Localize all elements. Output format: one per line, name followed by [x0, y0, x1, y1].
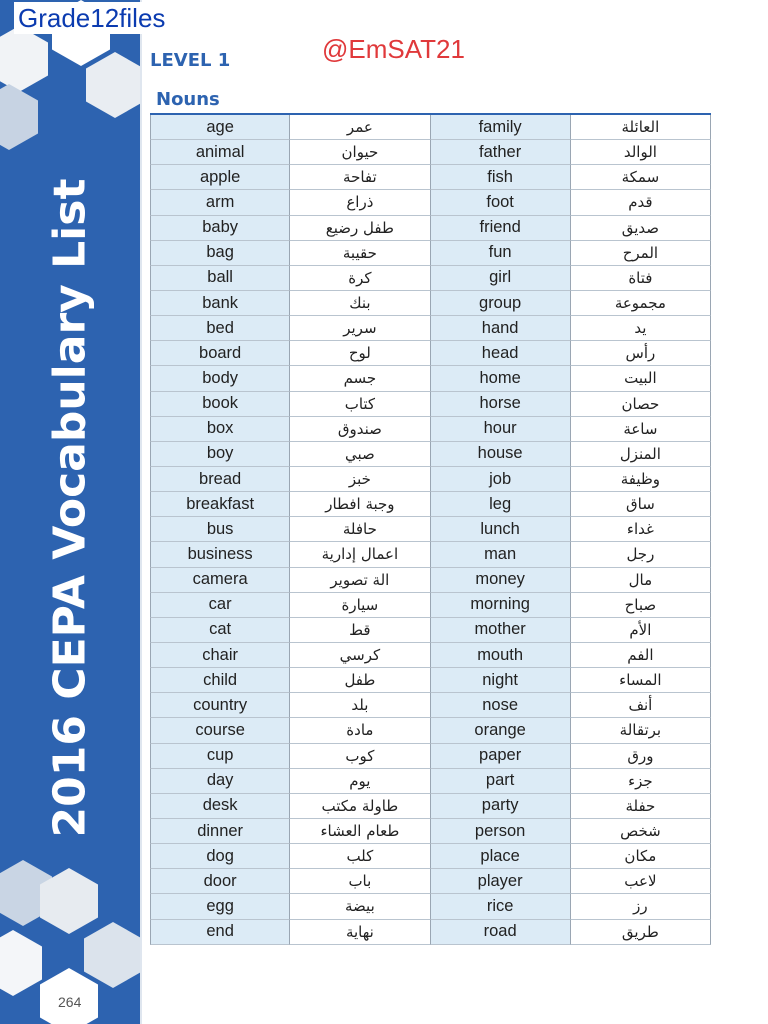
- table-row: [150, 216, 711, 241]
- english-word-cell: person: [431, 819, 571, 844]
- english-word-cell: apple: [150, 165, 290, 190]
- social-handle: @EmSAT21: [322, 34, 465, 64]
- table-row: [150, 920, 711, 945]
- arabic-translation-cell: جسم: [290, 366, 430, 391]
- english-word-cell: breakfast: [150, 492, 290, 517]
- arabic-translation-cell: الة تصوير: [290, 568, 430, 593]
- arabic-translation-cell: غداء: [571, 517, 711, 542]
- english-word-cell: child: [150, 668, 290, 693]
- english-word-cell: father: [431, 140, 571, 165]
- table-row: [150, 693, 711, 718]
- arabic-translation-cell: لاعب: [571, 869, 711, 894]
- english-word-cell: nose: [431, 693, 571, 718]
- english-word-cell: day: [150, 769, 290, 794]
- english-word-cell: job: [431, 467, 571, 492]
- arabic-translation-cell: خبز: [290, 467, 430, 492]
- english-word-cell: body: [150, 366, 290, 391]
- english-word-cell: board: [150, 341, 290, 366]
- arabic-translation-cell: بيضة: [290, 894, 430, 919]
- english-word-cell: family: [431, 115, 571, 140]
- table-row: [150, 517, 711, 542]
- arabic-translation-cell: فتاة: [571, 266, 711, 291]
- english-word-cell: bank: [150, 291, 290, 316]
- english-word-cell: part: [431, 769, 571, 794]
- english-word-cell: head: [431, 341, 571, 366]
- arabic-translation-cell: الأم: [571, 618, 711, 643]
- english-word-cell: place: [431, 844, 571, 869]
- watermark-text: Grade12files: [14, 2, 169, 34]
- vocabulary-table: [150, 115, 711, 945]
- english-word-cell: animal: [150, 140, 290, 165]
- table-row: [150, 668, 711, 693]
- english-word-cell: paper: [431, 744, 571, 769]
- hexagon-decoration: [0, 84, 38, 150]
- table-row: [150, 190, 711, 215]
- arabic-translation-cell: طريق: [571, 920, 711, 945]
- arabic-translation-cell: حيوان: [290, 140, 430, 165]
- arabic-translation-cell: سرير: [290, 316, 430, 341]
- english-word-cell: horse: [431, 392, 571, 417]
- table-row: [150, 593, 711, 618]
- vertical-title: 2016 CEPA Vocabulary List: [44, 178, 96, 838]
- english-word-cell: mouth: [431, 643, 571, 668]
- english-word-cell: dog: [150, 844, 290, 869]
- english-word-cell: dinner: [150, 819, 290, 844]
- arabic-translation-cell: المنزل: [571, 442, 711, 467]
- english-word-cell: ball: [150, 266, 290, 291]
- table-row: [150, 618, 711, 643]
- english-word-cell: baby: [150, 216, 290, 241]
- arabic-translation-cell: اعمال إدارية: [290, 542, 430, 567]
- arabic-translation-cell: كوب: [290, 744, 430, 769]
- english-word-cell: rice: [431, 894, 571, 919]
- english-word-cell: age: [150, 115, 290, 140]
- arabic-translation-cell: مادة: [290, 718, 430, 743]
- arabic-translation-cell: جزء: [571, 769, 711, 794]
- hexagon-decoration: [86, 52, 140, 118]
- arabic-translation-cell: تفاحة: [290, 165, 430, 190]
- table-row: [150, 241, 711, 266]
- english-word-cell: egg: [150, 894, 290, 919]
- arabic-translation-cell: برتقالة: [571, 718, 711, 743]
- arabic-translation-cell: كتاب: [290, 392, 430, 417]
- english-word-cell: arm: [150, 190, 290, 215]
- arabic-translation-cell: ساق: [571, 492, 711, 517]
- english-word-cell: orange: [431, 718, 571, 743]
- english-word-cell: player: [431, 869, 571, 894]
- arabic-translation-cell: طاولة مكتب: [290, 794, 430, 819]
- sidebar: [0, 0, 140, 1024]
- table-row: [150, 417, 711, 442]
- english-word-cell: chair: [150, 643, 290, 668]
- arabic-translation-cell: ورق: [571, 744, 711, 769]
- english-word-cell: box: [150, 417, 290, 442]
- arabic-translation-cell: البيت: [571, 366, 711, 391]
- arabic-translation-cell: كلب: [290, 844, 430, 869]
- arabic-translation-cell: قط: [290, 618, 430, 643]
- arabic-translation-cell: حافلة: [290, 517, 430, 542]
- english-word-cell: bed: [150, 316, 290, 341]
- table-row: [150, 844, 711, 869]
- arabic-translation-cell: يوم: [290, 769, 430, 794]
- arabic-translation-cell: صندوق: [290, 417, 430, 442]
- table-row: [150, 744, 711, 769]
- arabic-translation-cell: مال: [571, 568, 711, 593]
- english-word-cell: book: [150, 392, 290, 417]
- arabic-translation-cell: يد: [571, 316, 711, 341]
- hexagon-decoration: [0, 930, 42, 996]
- hexagon-decoration: [0, 26, 48, 92]
- table-row: [150, 794, 711, 819]
- english-word-cell: friend: [431, 216, 571, 241]
- english-word-cell: bus: [150, 517, 290, 542]
- table-row: [150, 316, 711, 341]
- arabic-translation-cell: المرح: [571, 241, 711, 266]
- english-word-cell: man: [431, 542, 571, 567]
- english-word-cell: girl: [431, 266, 571, 291]
- arabic-translation-cell: صباح: [571, 593, 711, 618]
- english-word-cell: house: [431, 442, 571, 467]
- english-word-cell: morning: [431, 593, 571, 618]
- english-word-cell: group: [431, 291, 571, 316]
- arabic-translation-cell: رأس: [571, 341, 711, 366]
- table-row: [150, 819, 711, 844]
- arabic-translation-cell: مكان: [571, 844, 711, 869]
- english-word-cell: boy: [150, 442, 290, 467]
- table-row: [150, 291, 711, 316]
- english-word-cell: door: [150, 869, 290, 894]
- english-word-cell: business: [150, 542, 290, 567]
- table-row: [150, 366, 711, 391]
- english-word-cell: leg: [431, 492, 571, 517]
- arabic-translation-cell: رز: [571, 894, 711, 919]
- arabic-translation-cell: مجموعة: [571, 291, 711, 316]
- table-row: [150, 643, 711, 668]
- english-word-cell: country: [150, 693, 290, 718]
- arabic-translation-cell: طعام العشاء: [290, 819, 430, 844]
- english-word-cell: night: [431, 668, 571, 693]
- table-row: [150, 894, 711, 919]
- table-row: [150, 115, 711, 140]
- arabic-translation-cell: عمر: [290, 115, 430, 140]
- table-row: [150, 869, 711, 894]
- arabic-translation-cell: العائلة: [571, 115, 711, 140]
- table-row: [150, 492, 711, 517]
- table-row: [150, 568, 711, 593]
- arabic-translation-cell: سيارة: [290, 593, 430, 618]
- english-word-cell: home: [431, 366, 571, 391]
- arabic-translation-cell: أنف: [571, 693, 711, 718]
- level-label: LEVEL 1: [150, 50, 231, 71]
- arabic-translation-cell: طفل: [290, 668, 430, 693]
- english-word-cell: hour: [431, 417, 571, 442]
- arabic-translation-cell: كرسي: [290, 643, 430, 668]
- table-row: [150, 266, 711, 291]
- arabic-translation-cell: حصان: [571, 392, 711, 417]
- arabic-translation-cell: الفم: [571, 643, 711, 668]
- english-word-cell: desk: [150, 794, 290, 819]
- english-word-cell: lunch: [431, 517, 571, 542]
- arabic-translation-cell: صبي: [290, 442, 430, 467]
- arabic-translation-cell: المساء: [571, 668, 711, 693]
- english-word-cell: road: [431, 920, 571, 945]
- table-row: [150, 467, 711, 492]
- arabic-translation-cell: طفل رضيع: [290, 216, 430, 241]
- arabic-translation-cell: كرة: [290, 266, 430, 291]
- english-word-cell: fish: [431, 165, 571, 190]
- table-row: [150, 442, 711, 467]
- english-word-cell: bag: [150, 241, 290, 266]
- table-row: [150, 165, 711, 190]
- arabic-translation-cell: بنك: [290, 291, 430, 316]
- arabic-translation-cell: قدم: [571, 190, 711, 215]
- arabic-translation-cell: شخص: [571, 819, 711, 844]
- hexagon-decoration: [84, 922, 140, 988]
- english-word-cell: end: [150, 920, 290, 945]
- arabic-translation-cell: رجل: [571, 542, 711, 567]
- arabic-translation-cell: الوالد: [571, 140, 711, 165]
- table-row: [150, 769, 711, 794]
- arabic-translation-cell: وجبة افطار: [290, 492, 430, 517]
- arabic-translation-cell: ذراع: [290, 190, 430, 215]
- page-number: 264: [58, 994, 82, 1010]
- sidebar-edge: [140, 0, 142, 1024]
- english-word-cell: hand: [431, 316, 571, 341]
- arabic-translation-cell: حفلة: [571, 794, 711, 819]
- table-row: [150, 392, 711, 417]
- english-word-cell: cat: [150, 618, 290, 643]
- table-row: [150, 542, 711, 567]
- section-title: Nouns: [156, 89, 220, 110]
- arabic-translation-cell: حقيبة: [290, 241, 430, 266]
- arabic-translation-cell: لوح: [290, 341, 430, 366]
- english-word-cell: course: [150, 718, 290, 743]
- table-row: [150, 341, 711, 366]
- arabic-translation-cell: صديق: [571, 216, 711, 241]
- arabic-translation-cell: نهاية: [290, 920, 430, 945]
- arabic-translation-cell: ساعة: [571, 417, 711, 442]
- arabic-translation-cell: بلد: [290, 693, 430, 718]
- arabic-translation-cell: وظيفة: [571, 467, 711, 492]
- english-word-cell: fun: [431, 241, 571, 266]
- english-word-cell: bread: [150, 467, 290, 492]
- english-word-cell: cup: [150, 744, 290, 769]
- english-word-cell: party: [431, 794, 571, 819]
- english-word-cell: foot: [431, 190, 571, 215]
- english-word-cell: car: [150, 593, 290, 618]
- arabic-translation-cell: سمكة: [571, 165, 711, 190]
- table-row: [150, 718, 711, 743]
- table-row: [150, 140, 711, 165]
- arabic-translation-cell: باب: [290, 869, 430, 894]
- english-word-cell: camera: [150, 568, 290, 593]
- english-word-cell: mother: [431, 618, 571, 643]
- english-word-cell: money: [431, 568, 571, 593]
